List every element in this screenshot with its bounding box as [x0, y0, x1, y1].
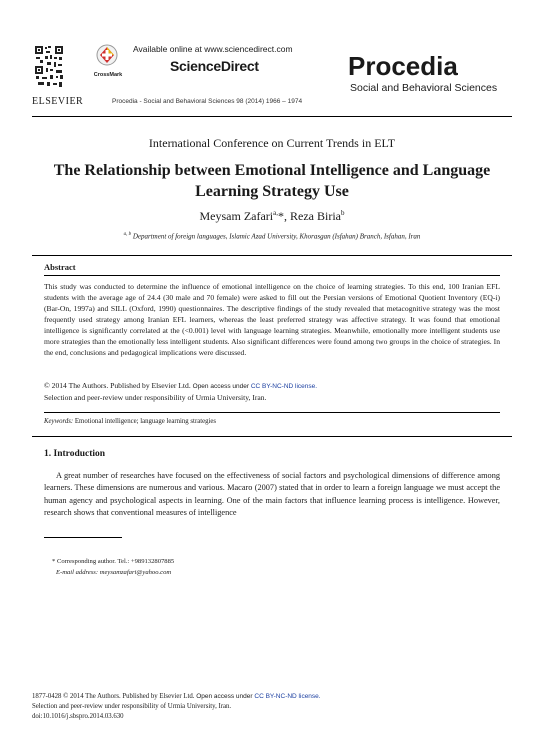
affiliation-mark: a, b [123, 232, 132, 237]
crossmark-icon[interactable] [96, 44, 118, 66]
email-note [56, 569, 171, 576]
footer-copyright: 1877-0428 © 2014 The Authors. Published by Elsevier Ltd. [32, 693, 197, 700]
copyright-text: © 2014 The Authors. Published by Elsevier Ltd. [44, 381, 193, 390]
abstract-heading: Abstract [44, 262, 76, 272]
author-affiliation-mark: b [340, 209, 345, 217]
author-list [0, 209, 544, 224]
footer-peer-review: Selection and peer-review under responsibility of Urmia University, Iran. [32, 702, 232, 710]
keywords-values: Emotional intelligence; language learning strategies [73, 418, 217, 425]
footnote-rule [44, 537, 122, 538]
abstract-body: This study was conducted to determine the influence of emotional intelligence on the choice of learning strategies. To this end, 100 Iranian EFL students with the average age of 24.4 (30 male and 70 female) were asked to fill out the Persian versions of Emotional Quotient Inventory (EQ-i) (Bar-On, 1997a) and SILL (Oxford, 1990) questionnaires. The descriptive findings of the study revealed that metacognitive strategy was the most frequently used strategy among Iranian EFL learners, whereas the least preferred strategy was affective strategy. It was found that emotional intelligence is significantly correlated at the (<0.001) level with language learning strategies. Meanwhile, emotionally more intelligent students use more strategies than the emotionally less intelligent students. Also significant differences were found among two groups in the choice of strategies. In the end, conclusions and pedagogical implications were discussed. [44, 282, 500, 358]
abstract-divider [44, 275, 500, 276]
page-footer [32, 692, 512, 721]
sciencedirect-brand: ScienceDirect [170, 58, 259, 74]
keywords [44, 418, 216, 425]
affiliation-text: Department of foreign languages, Islamic Azad University, Khorasgan (Isfahan) Branch, Isfahan, Iran [131, 232, 421, 241]
keywords-divider [44, 412, 500, 413]
paper-title-line-1: The Relationship between Emotional Intelligence and Language [53, 162, 491, 179]
qr-code-icon [34, 45, 64, 89]
abstract-end-divider [32, 436, 512, 437]
footer-license-link[interactable]: CC BY-NC-ND license. [254, 693, 321, 700]
peer-review-text: Selection and peer-review under responsibility of Urmia University, Iran. [44, 393, 267, 402]
section-heading-introduction: 1. Introduction [44, 449, 106, 459]
author-affiliation-mark: a, [273, 209, 278, 217]
corresponding-author-note: * Corresponding author. Tel.: +989132807885 [52, 558, 175, 565]
journal-subtitle: Social and Behavioral Sciences [350, 82, 498, 94]
footer-open-access: Open access under [196, 693, 255, 700]
affiliation [40, 232, 504, 240]
introduction-body: A great number of researches have focused on the effectiveness of social factors and psychological dimensions of difference among learners. These dimensions are numerous and various. Macaro (2007) stated that in order to learn a foreign language we must accept the human agency and psychological aspects in learning. One of the main factors that influence learning process is intelligence. However, research shows that conventional measures of intelligence [44, 471, 500, 517]
corresponding-mark: * [278, 209, 284, 223]
email-label: E-mail address: [56, 569, 99, 576]
conference-name: International Conference on Current Trends in ELT [148, 136, 396, 150]
footer-doi[interactable]: doi:10.1016/j.sbspro.2014.03.630 [32, 712, 124, 720]
paper-title [40, 160, 504, 202]
author-separator: , [284, 209, 290, 223]
author-name: Meysam Zafari [199, 209, 274, 223]
title-divider [32, 255, 512, 256]
journal-title: Procedia [348, 51, 458, 81]
author-name: Reza Biria [290, 209, 341, 223]
journal-reference: Procedia - Social and Behavioral Sciences 98 (2014) 1966 – 1974 [112, 98, 303, 105]
license-link[interactable]: CC BY-NC-ND license. [250, 383, 318, 390]
keywords-label: Keywords: [44, 418, 74, 425]
available-online-link[interactable]: Available online at www.sciencedirect.com [133, 44, 293, 54]
open-access-text: Open access under [192, 383, 251, 390]
email-address[interactable]: meysamzafari@yahoo.com [98, 569, 172, 576]
crossmark-label: CrossMark [93, 72, 123, 78]
paper-title-line-2: Learning Strategy Use [195, 183, 349, 200]
copyright-notice [44, 380, 500, 403]
publisher-name: ELSEVIER [32, 96, 84, 107]
header-divider [32, 116, 512, 117]
